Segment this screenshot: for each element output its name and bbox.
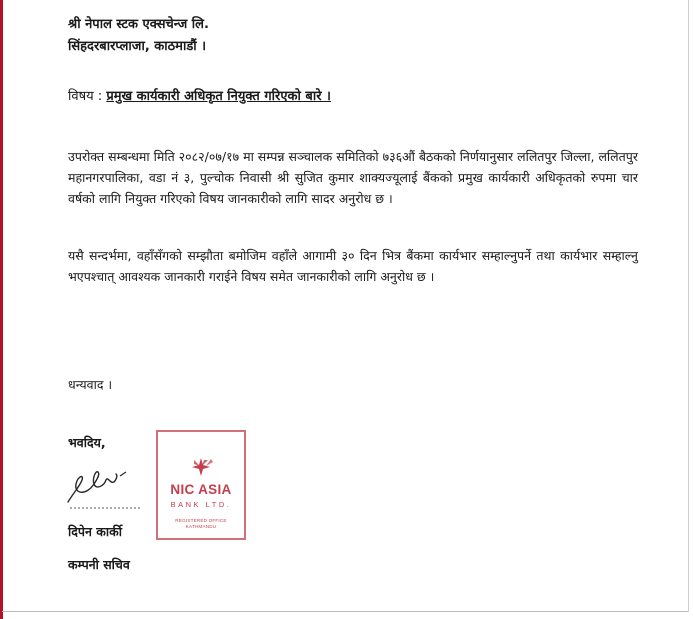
stamp-brand-line1: NIC ASIA <box>170 482 232 497</box>
paragraph-2: यसै सन्दर्भमा, वहाँसँगको सम्झौता बमोजिम वहाँले आगामी ३० दिन भित्र बैंकमा कार्यभार सम्हाल्नुपर्ने तथा कार्यभार सम्हाल्नु भएपश्चात् आवश्यक जानकारी गराईने विषय समेत जानकारीको लागि अनुरोध छ । <box>68 248 638 284</box>
stamp-registered-office <box>158 518 244 530</box>
company-stamp <box>156 430 246 540</box>
signature-image <box>60 462 150 510</box>
thanks-text: धन्यवाद । <box>68 377 113 392</box>
recipient-address <box>68 14 209 58</box>
stamp-city: KATHMANDU <box>185 524 217 529</box>
stamp-brand-line2: BANK LTD. <box>170 500 232 509</box>
nic-asia-logo-icon <box>158 456 244 478</box>
regards-text: भवदिय, <box>68 435 106 450</box>
address-line-2: सिंहदरबारप्लाजा, काठमाडौं । <box>68 39 207 54</box>
subject-text: प्रमुख कार्यकारी अधिकृत नियुक्त गरिएको बारे । <box>106 89 331 104</box>
address-line-1: श्री नेपाल स्टक एक्सचेन्ज लि. <box>68 17 209 32</box>
signatory-post: कम्पनी सचिव <box>68 557 130 572</box>
subject-label: विषय : <box>68 89 103 104</box>
paragraph-1: उपरोक्त सम्बन्धमा मिति २०८२/०७/१७ मा सम्पन्न सञ्चालक समितिको ७३६औं बैठकको निर्णयानुसार ललितपुर जिल्ला, ललितपुर महानगरपालिका, वडा नं ३, पुल्चोक निवासी श्री सुजित कुमार शाक्यज्यूलाई बैंकको प्रमुख कार्यकारी अधिकृतको रुपमा चार वर्षको लागि नियुक्त गरिएको विषय जानकारीको लागि सादर अनुरोध छ । <box>68 149 638 206</box>
subject-line <box>68 86 331 104</box>
signatory-name: दिपेन कार्की <box>68 524 122 539</box>
stamp-registered-office-text: REGISTERED OFFICE <box>175 518 227 523</box>
